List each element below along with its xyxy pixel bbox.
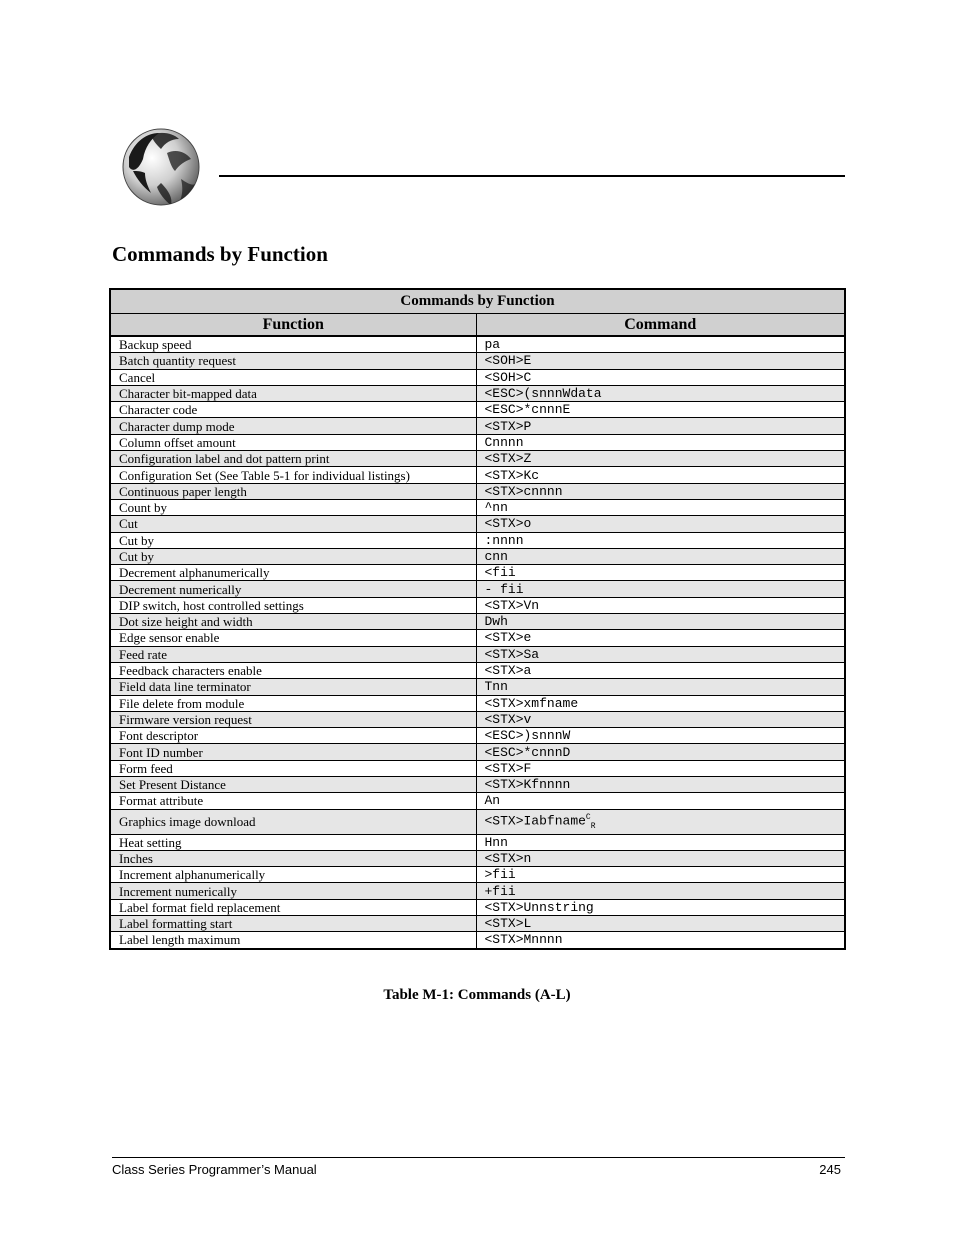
table-row — [110, 777, 845, 793]
table-caption: Table M-1: Commands (A-L) — [383, 987, 571, 1003]
function-cell: Font descriptor — [110, 728, 476, 744]
command-text: <STX>n — [484, 850, 532, 866]
command-text: Hnn — [484, 834, 508, 850]
function-cell: Edge sensor enable — [110, 630, 476, 646]
function-cell: Label format field replacement — [110, 899, 476, 915]
command-text: <ESC>)snnnW — [484, 728, 571, 744]
table-row — [110, 499, 845, 515]
table-row — [110, 695, 845, 711]
command-text: <STX>L — [484, 916, 532, 932]
command-cell — [476, 867, 845, 883]
command-cell — [476, 336, 845, 353]
command-cell — [476, 883, 845, 899]
command-text: An — [484, 793, 501, 809]
function-cell: Feed rate — [110, 646, 476, 662]
command-cell — [476, 548, 845, 564]
command-cell — [476, 679, 845, 695]
command-cell — [476, 850, 845, 866]
table-row — [110, 744, 845, 760]
function-cell: Increment numerically — [110, 883, 476, 899]
command-text: <ESC>*cnnnD — [484, 744, 571, 760]
table-row — [110, 581, 845, 597]
function-cell: Firmware version request — [110, 711, 476, 727]
command-cell — [476, 434, 845, 450]
function-cell: Dot size height and width — [110, 614, 476, 630]
table-row — [110, 760, 845, 776]
command-cell — [476, 630, 845, 646]
table-row — [110, 899, 845, 915]
command-cell — [476, 385, 845, 401]
function-cell: Character dump mode — [110, 418, 476, 434]
function-cell: Heat setting — [110, 834, 476, 850]
command-cell — [476, 728, 845, 744]
function-cell: Graphics image download — [110, 809, 476, 834]
function-cell: Decrement alphanumerically — [110, 565, 476, 581]
command-cell — [476, 369, 845, 385]
table-row — [110, 793, 845, 809]
command-text: <ESC>*cnnnE — [484, 402, 571, 418]
function-cell: Batch quantity request — [110, 353, 476, 369]
command-text: <STX>Sa — [484, 646, 540, 662]
command-text: - fii — [484, 581, 524, 597]
function-cell: Continuous paper length — [110, 483, 476, 499]
footer-manual-title: Class Series Programmer’s Manual — [112, 1162, 317, 1177]
command-text: <fii — [484, 565, 516, 581]
table-row — [110, 834, 845, 850]
command-cell — [476, 834, 845, 850]
command-text: <STX>a — [484, 663, 532, 679]
table-row — [110, 548, 845, 564]
command-cell — [476, 614, 845, 630]
function-cell: Count by — [110, 499, 476, 515]
table-row — [110, 467, 845, 483]
function-cell: Form feed — [110, 760, 476, 776]
table-row — [110, 662, 845, 678]
command-text: >fii — [484, 867, 516, 883]
command-cell — [476, 516, 845, 532]
command-cell — [476, 646, 845, 662]
table-row — [110, 385, 845, 401]
command-text: Cnnnn — [484, 434, 524, 450]
function-cell: Font ID number — [110, 744, 476, 760]
command-text: <STX>v — [484, 711, 532, 727]
command-text: ^nn — [484, 500, 508, 516]
table-row — [110, 809, 845, 834]
command-cell — [476, 711, 845, 727]
function-cell: Field data line terminator — [110, 679, 476, 695]
function-cell: Label length maximum — [110, 932, 476, 949]
footer-page-number: 245 — [819, 1162, 841, 1177]
command-text: pa — [484, 337, 501, 353]
command-cell — [476, 760, 845, 776]
table-row — [110, 516, 845, 532]
command-text: <STX>Kc — [484, 467, 540, 483]
table-row — [110, 679, 845, 695]
table-row — [110, 630, 845, 646]
command-cell — [476, 695, 845, 711]
command-cell — [476, 565, 845, 581]
function-cell: Cut — [110, 516, 476, 532]
command-text: <STX>xmfname — [484, 695, 579, 711]
table-row — [110, 532, 845, 548]
command-text: <STX>cnnnn — [484, 483, 563, 499]
command-cell — [476, 499, 845, 515]
command-text: Tnn — [484, 679, 508, 695]
command-text: <STX>e — [484, 630, 532, 646]
command-cell — [476, 581, 845, 597]
command-cell — [476, 899, 845, 915]
function-cell: Set Present Distance — [110, 777, 476, 793]
function-cell: Column offset amount — [110, 434, 476, 450]
function-cell: Backup speed — [110, 336, 476, 353]
command-cell — [476, 809, 845, 834]
function-cell: Decrement numerically — [110, 581, 476, 597]
command-cell — [476, 916, 845, 932]
column-header-function: Function — [110, 314, 476, 337]
function-cell: DIP switch, host controlled settings — [110, 597, 476, 613]
table-row — [110, 728, 845, 744]
table-row — [110, 565, 845, 581]
command-cell — [476, 483, 845, 499]
command-text: <STX>o — [484, 516, 532, 532]
column-header-command: Command — [476, 314, 845, 337]
globe-icon — [121, 127, 201, 207]
section-title: Commands by Function — [112, 242, 328, 266]
table-row — [110, 711, 845, 727]
command-text: +fii — [484, 883, 516, 899]
table-row — [110, 402, 845, 418]
function-cell: Cancel — [110, 369, 476, 385]
table-row — [110, 916, 845, 932]
command-cell — [476, 467, 845, 483]
command-cell — [476, 597, 845, 613]
table-row — [110, 867, 845, 883]
table-row — [110, 932, 845, 949]
command-subscript: R — [590, 821, 596, 831]
footer-rule — [112, 1157, 845, 1158]
command-text: <STX>P — [484, 418, 532, 434]
command-text: <STX>Unnstring — [484, 899, 594, 915]
function-cell: Feedback characters enable — [110, 662, 476, 678]
command-cell — [476, 418, 845, 434]
function-cell: Cut by — [110, 548, 476, 564]
commands-table — [109, 288, 846, 950]
header-rule — [219, 175, 845, 177]
command-text: :nnnn — [484, 532, 524, 548]
function-cell: Format attribute — [110, 793, 476, 809]
command-text: <STX>Vn — [484, 597, 540, 613]
command-cell — [476, 793, 845, 809]
command-cell — [476, 777, 845, 793]
table-caption-header: Commands by Function — [110, 289, 845, 314]
command-cell — [476, 744, 845, 760]
function-cell: File delete from module — [110, 695, 476, 711]
function-cell: Inches — [110, 850, 476, 866]
function-cell: Configuration label and dot pattern print — [110, 451, 476, 467]
command-text: <STX>Mnnnn — [484, 932, 563, 948]
table-row — [110, 883, 845, 899]
command-cell — [476, 451, 845, 467]
command-text: <STX>F — [484, 760, 532, 776]
function-cell: Character bit-mapped data — [110, 385, 476, 401]
command-text: <STX>Z — [484, 451, 532, 467]
table-row — [110, 614, 845, 630]
table-row — [110, 418, 845, 434]
function-cell: Increment alphanumerically — [110, 867, 476, 883]
command-cell — [476, 353, 845, 369]
function-cell: Cut by — [110, 532, 476, 548]
function-cell: Character code — [110, 402, 476, 418]
command-superscript: C — [585, 812, 591, 822]
command-text: <SOH>E — [484, 353, 532, 369]
command-cell — [476, 402, 845, 418]
table-row — [110, 850, 845, 866]
command-cell — [476, 532, 845, 548]
table-row — [110, 336, 845, 353]
command-text: <ESC>(snnnWdata — [484, 386, 602, 402]
table-row — [110, 597, 845, 613]
command-text: cnn — [484, 549, 508, 564]
command-cell — [476, 662, 845, 678]
table-row — [110, 353, 845, 369]
command-text: <SOH>C — [484, 369, 532, 385]
table-row — [110, 483, 845, 499]
table-row — [110, 646, 845, 662]
table-row — [110, 369, 845, 385]
command-cell — [476, 932, 845, 949]
function-cell: Label formatting start — [110, 916, 476, 932]
table-row — [110, 451, 845, 467]
command-text: <STX>Kfnnnn — [484, 777, 571, 793]
table-row — [110, 434, 845, 450]
command-text: Dwh — [484, 614, 508, 630]
command-text: <STX>Iabfname — [484, 812, 586, 828]
function-cell: Configuration Set (See Table 5-1 for individual listings) — [110, 467, 476, 483]
